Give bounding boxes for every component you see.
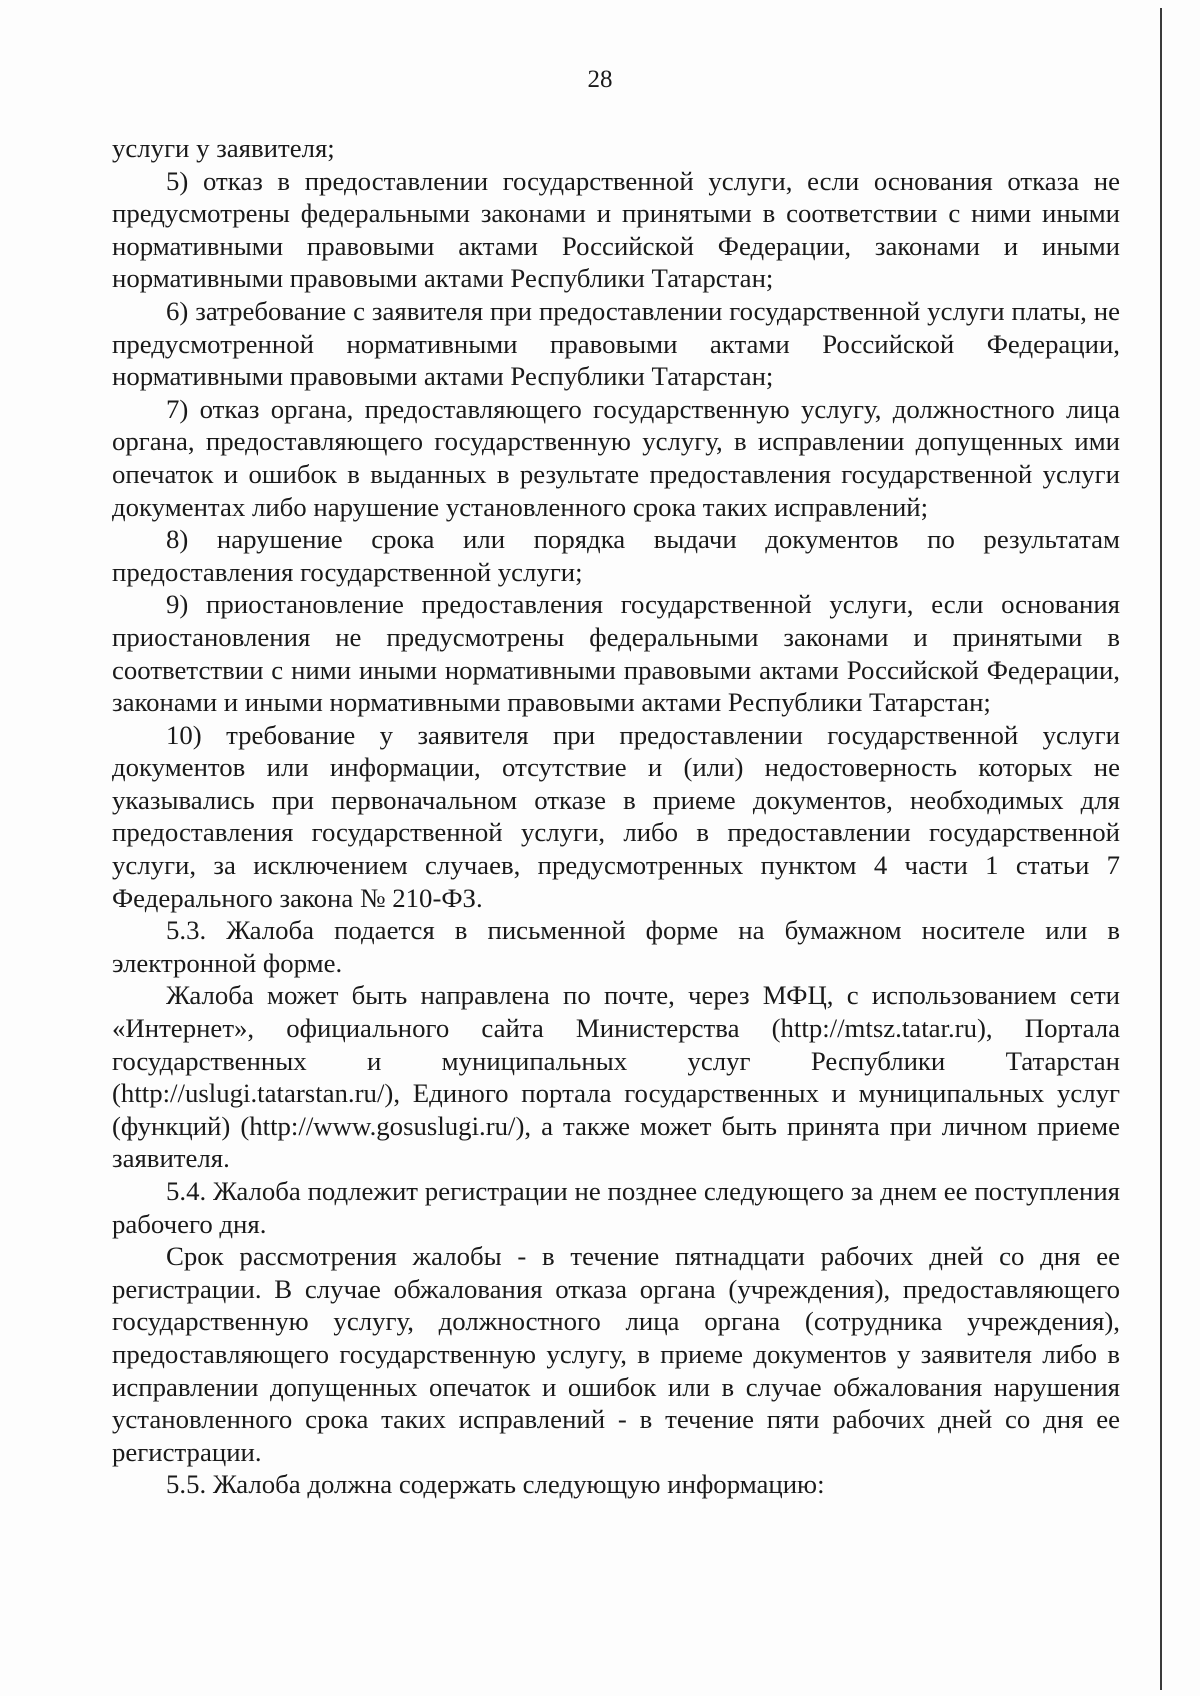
paragraph-item-9: 9) приостановление предоставления государственной услуги, если основания приостановления не предусмотрены федеральными законами и принятыми в соответствии с ними иными нормативными правовыми актами Российской Федерации, законами и иными нормативными правовыми актами Республики Татарстан; (112, 589, 1120, 718)
paragraph-item-7: 7) отказ органа, предоставляющего государственную услугу, должностного лица органа, предоставляющего государственную услугу, в исправлении допущенных ими опечаток и ошибок в выданных в результате предоставления государственной услуги документах либо нарушение установленного срока таких исправлений; (112, 393, 1120, 522)
paragraph-item-6: 6) затребование с заявителя при предоставлении государственной услуги платы, не предусмотренной нормативными правовыми актами Российской Федерации, нормативными правовыми актами Республики Татарстан; (112, 295, 1120, 392)
paragraph-complaint-channels: Жалоба может быть направлена по почте, через МФЦ, с использованием сети «Интернет», официального сайта Министерства (http://mtsz.tatar.ru), Портала государственных и муниципальных услуг Республики Татарстан (http://uslugi.tatarstan.ru/), Единого портала государственных и муниципальных услуг (функций) (http://www.gosuslugi.ru/), а также может быть принята при личном приеме заявителя. (112, 980, 1120, 1174)
paragraph-item-8: 8) нарушение срока или порядка выдачи документов по результатам предоставления государственной услуги; (112, 524, 1120, 587)
paragraph-continuation: услуги у заявителя; (112, 133, 335, 163)
body-text (112, 132, 1120, 1501)
page-number: 28 (587, 66, 613, 93)
paragraph-item-10: 10) требование у заявителя при предоставлении государственной услуги документов или информации, отсутствие и (или) недостоверность которых не указывались при первоначальном отказе в приеме документов, необходимых для предоставления государственной услуги, либо в предоставлении государственной услуги, за исключением случаев, предусмотренных пунктом 4 части 1 статьи 7 Федерального закона № 210-ФЗ. (112, 719, 1120, 913)
paragraph-5-4: 5.4. Жалоба подлежит регистрации не позднее следующего за днем ее поступления рабочего дня. (112, 1176, 1120, 1239)
page-edge-rule (1160, 8, 1162, 1690)
paragraph-review-period: Срок рассмотрения жалобы - в течение пятнадцати рабочих дней со дня ее регистрации. В случае обжалования отказа органа (учреждения), предоставляющего государственную услугу, должностного лица органа (сотрудника учреждения), предоставляющего государственную услугу, в приеме документов у заявителя либо в исправлении допущенных опечаток и ошибок или в случае обжалования нарушения установленного срока таких исправлений - в течение пяти рабочих дней со дня ее регистрации. (112, 1241, 1120, 1467)
paragraph-item-5: 5) отказ в предоставлении государственной услуги, если основания отказа не предусмотрены федеральными законами и принятыми в соответствии с ними иными нормативными правовыми актами Российской Федерации, законами и иными нормативными правовыми актами Республики Татарстан; (112, 165, 1120, 294)
paragraph-5-3: 5.3. Жалоба подается в письменной форме на бумажном носителе или в электронной форме. (112, 915, 1120, 978)
paragraph-5-5: 5.5. Жалоба должна содержать следующую информацию: (166, 1469, 825, 1500)
